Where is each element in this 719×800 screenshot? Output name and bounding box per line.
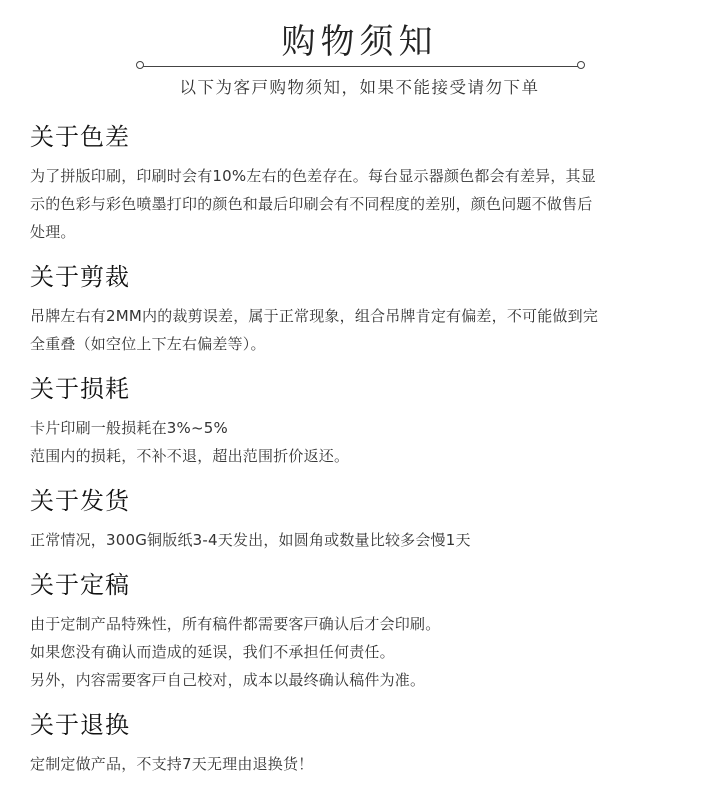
section-wastage xyxy=(30,372,695,470)
section-title: 关于色差 xyxy=(30,123,130,151)
section-text-line: 吊牌左右有2MM内的裁剪误差，属于正常现象，组合吊牌肯定有偏差，不可能做到完 xyxy=(30,307,599,325)
section-text-line: 正常情况，300G铜版纸3-4天发出，如圆角或数量比较多会慢1天 xyxy=(30,531,471,549)
section-text-line: 卡片印刷一般损耗在3%~5% xyxy=(30,419,228,437)
divider-left-circle-icon xyxy=(136,61,144,69)
section-text-line: 处理。 xyxy=(30,223,76,241)
section-text-line: 为了拼版印刷，印刷时会有10%左右的色差存在。每台显示器颜色都会有差异，其显 xyxy=(30,167,596,185)
section-title: 关于发货 xyxy=(30,487,130,515)
title-divider xyxy=(140,66,584,67)
notice-sections xyxy=(30,120,695,792)
section-text-line: 定制定做产品，不支持7天无理由退换货！ xyxy=(30,755,314,773)
section-returns xyxy=(30,708,695,778)
section-text-line: 如果您没有确认而造成的延误，我们不承担任何责任。 xyxy=(30,643,395,661)
page-subtitle: 以下为客戸购物须知，如果不能接受请勿下单 xyxy=(179,78,540,97)
section-cutting xyxy=(30,260,695,358)
divider-right-circle-icon xyxy=(577,61,585,69)
section-title: 关于退换 xyxy=(30,711,130,739)
section-title: 关于剪裁 xyxy=(30,263,130,291)
section-final-draft xyxy=(30,568,695,694)
section-text-line: 范围内的损耗，不补不退，超出范围折价返还。 xyxy=(30,447,350,465)
section-text-line: 另外，内容需要客戸自己校对，成本以最终确认稿件为准。 xyxy=(30,671,426,689)
header xyxy=(0,0,719,112)
section-title: 关于损耗 xyxy=(30,375,130,403)
section-title: 关于定稿 xyxy=(30,571,130,599)
section-text-line: 示的色彩与彩色喷墨打印的颜色和最后印刷会有不同程度的差别，颜色问题不做售后 xyxy=(30,195,593,213)
section-text-line: 全重叠（如空位上下左右偏差等）。 xyxy=(30,335,266,353)
section-shipping xyxy=(30,484,695,554)
section-color-difference xyxy=(30,120,695,246)
section-text-line: 由于定制产品特殊性，所有稿件都需要客戸确认后才会印刷。 xyxy=(30,615,441,633)
page-title: 购物须知 xyxy=(281,22,438,62)
